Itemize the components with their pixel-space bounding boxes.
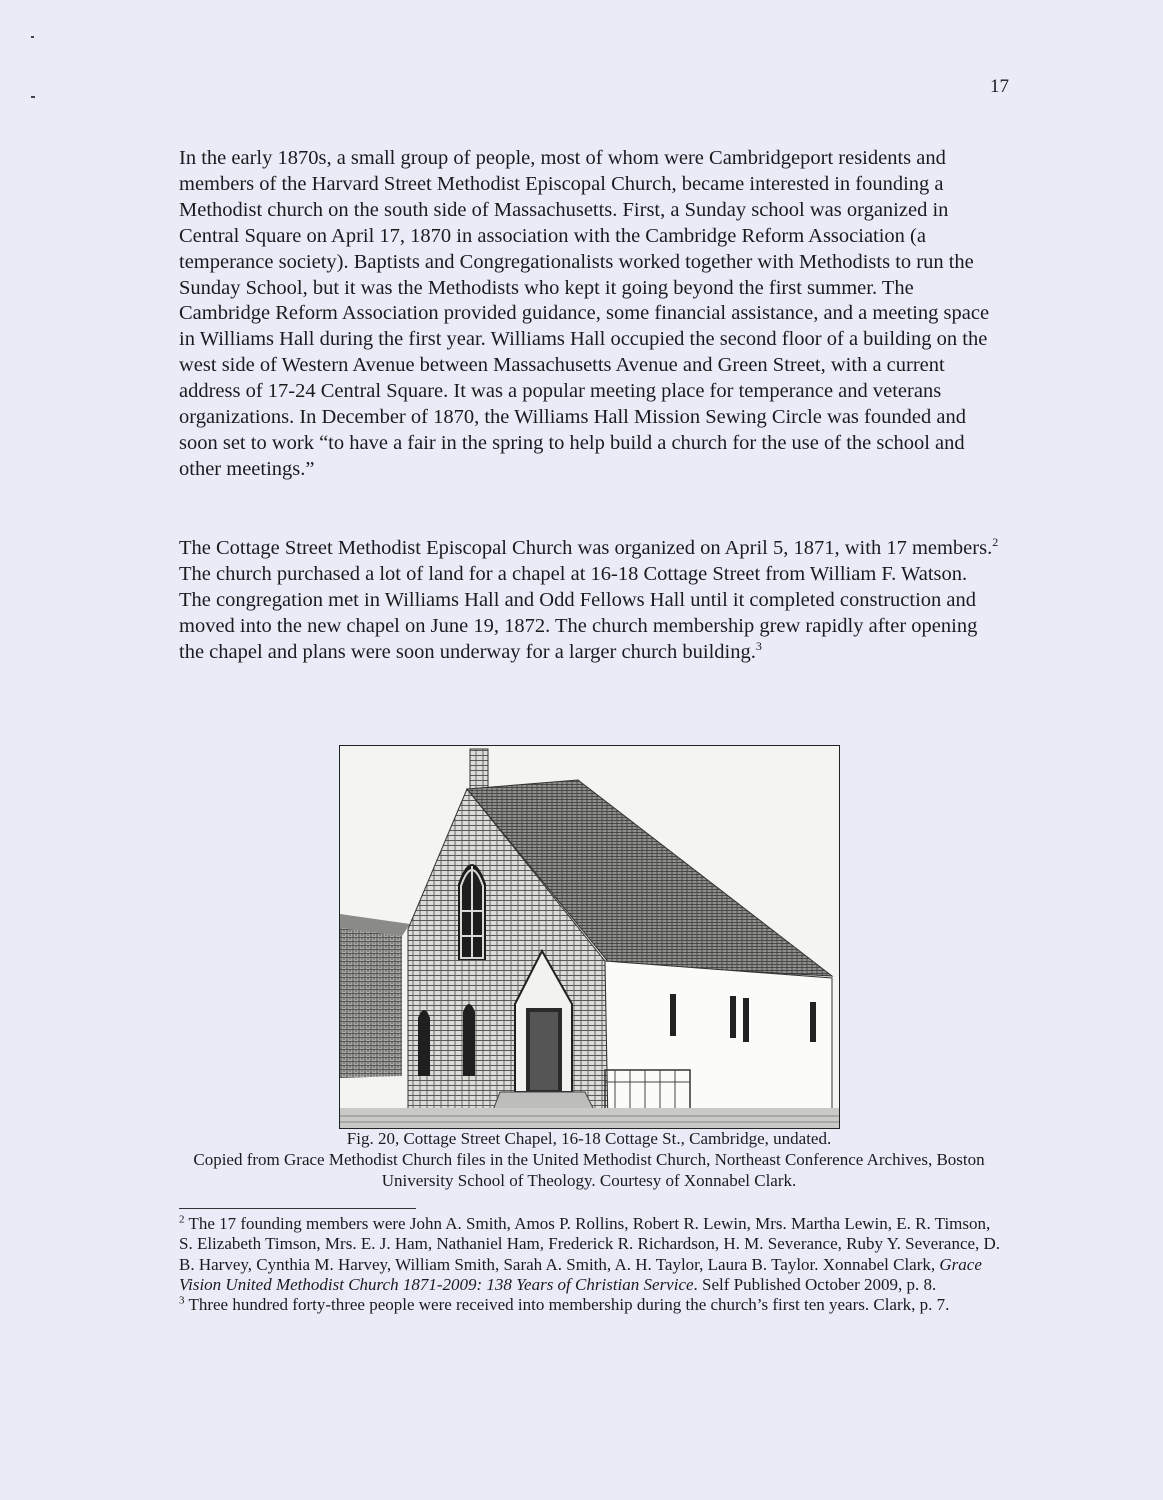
footnote-reference[interactable]: 2 bbox=[992, 535, 999, 550]
footnote-book-title: Grace Vision United Methodist Church 1871-2009: 138 Years of Christian Service bbox=[179, 1254, 982, 1294]
paragraph-text: The church purchased a lot of land for a chapel at 16-18 Cottage Street from William F. Watson. The congregation met in Williams Hall and Odd Fellows Hall until it completed construction and moved into the new chapel on June 19, 1872. The church membership grew rapidly after opening the chapel and plans were soon underway for a larger church building. bbox=[179, 562, 978, 663]
footnote-reference[interactable]: 3 bbox=[755, 638, 762, 653]
page-number: 17 bbox=[990, 76, 1009, 97]
paragraph-text: The Cottage Street Methodist Episcopal Church was organized on April 5, 1871, with 17 members. bbox=[179, 537, 993, 559]
footnote-divider bbox=[179, 1208, 416, 1209]
scan-mark bbox=[31, 36, 34, 38]
body-paragraph bbox=[179, 536, 999, 666]
footnote-marker: 2 bbox=[179, 1213, 185, 1226]
footnote-text: . Self Published October 2009, p. 8. bbox=[693, 1274, 937, 1294]
footnote-text: Three hundred forty-three people were received into membership during the church’s first ten years. Clark, p. 7. bbox=[184, 1295, 950, 1315]
footnote-text: The 17 founding members were John A. Smith, Amos P. Rollins, Robert R. Lewin, Mrs. Martha Lewin, E. R. Timson, S. Elizabeth Timson, Mrs. E. J. Ham, Nathaniel Ham, Frederick R. Richardson, H. M. Severance, Ruby Y. Severance, D. B. Harvey, Cynthia M. Harvey, William Smith, Sarah A. Smith, A. H. Taylor, Laura B. Taylor. Xonnabel Clark, bbox=[179, 1214, 1001, 1274]
footnote-marker: 3 bbox=[179, 1294, 185, 1307]
figure-caption bbox=[180, 1129, 998, 1191]
footnotes bbox=[179, 1214, 1005, 1315]
scan-mark bbox=[31, 96, 35, 98]
caption-line: Fig. 20, Cottage Street Chapel, 16-18 Cottage St., Cambridge, undated. bbox=[346, 1129, 832, 1148]
caption-line: Copied from Grace Methodist Church files in the United Methodist Church, Northeast Conference Archives, Boston University School of Theology. Courtesy of Xonnabel Clark. bbox=[193, 1149, 985, 1190]
footnote bbox=[179, 1214, 1005, 1295]
footnote bbox=[179, 1295, 1005, 1315]
body-paragraph: In the early 1870s, a small group of people, most of whom were Cambridgeport residents and members of the Harvard Street Methodist Episcopal Church, became interested in founding a Methodist church on the south side of Massachusetts. First, a Sunday school was organized in Central Square on April 17, 1870 in association with the Cambridge Reform Association (a temperance society). Baptists and Congregationalists worked together with Methodists to run the Sunday School, but it was the Methodists who kept it going beyond the first summer. The Cambridge Reform Association provided guidance, some financial assistance, and a meeting space in Williams Hall during the first year. Williams Hall occupied the second floor of a building on the west side of Western Avenue between Massachusetts Avenue and Green Street, with a current address of 17-24 Central Square. It was a popular meeting place for temperance and veterans organizations. In December of 1870, the Williams Hall Mission Sewing Circle was founded and soon set to work “to have a fair in the spring to help build a church for the use of the school and other meetings.” bbox=[179, 147, 990, 480]
chapel-photograph bbox=[339, 745, 840, 1129]
